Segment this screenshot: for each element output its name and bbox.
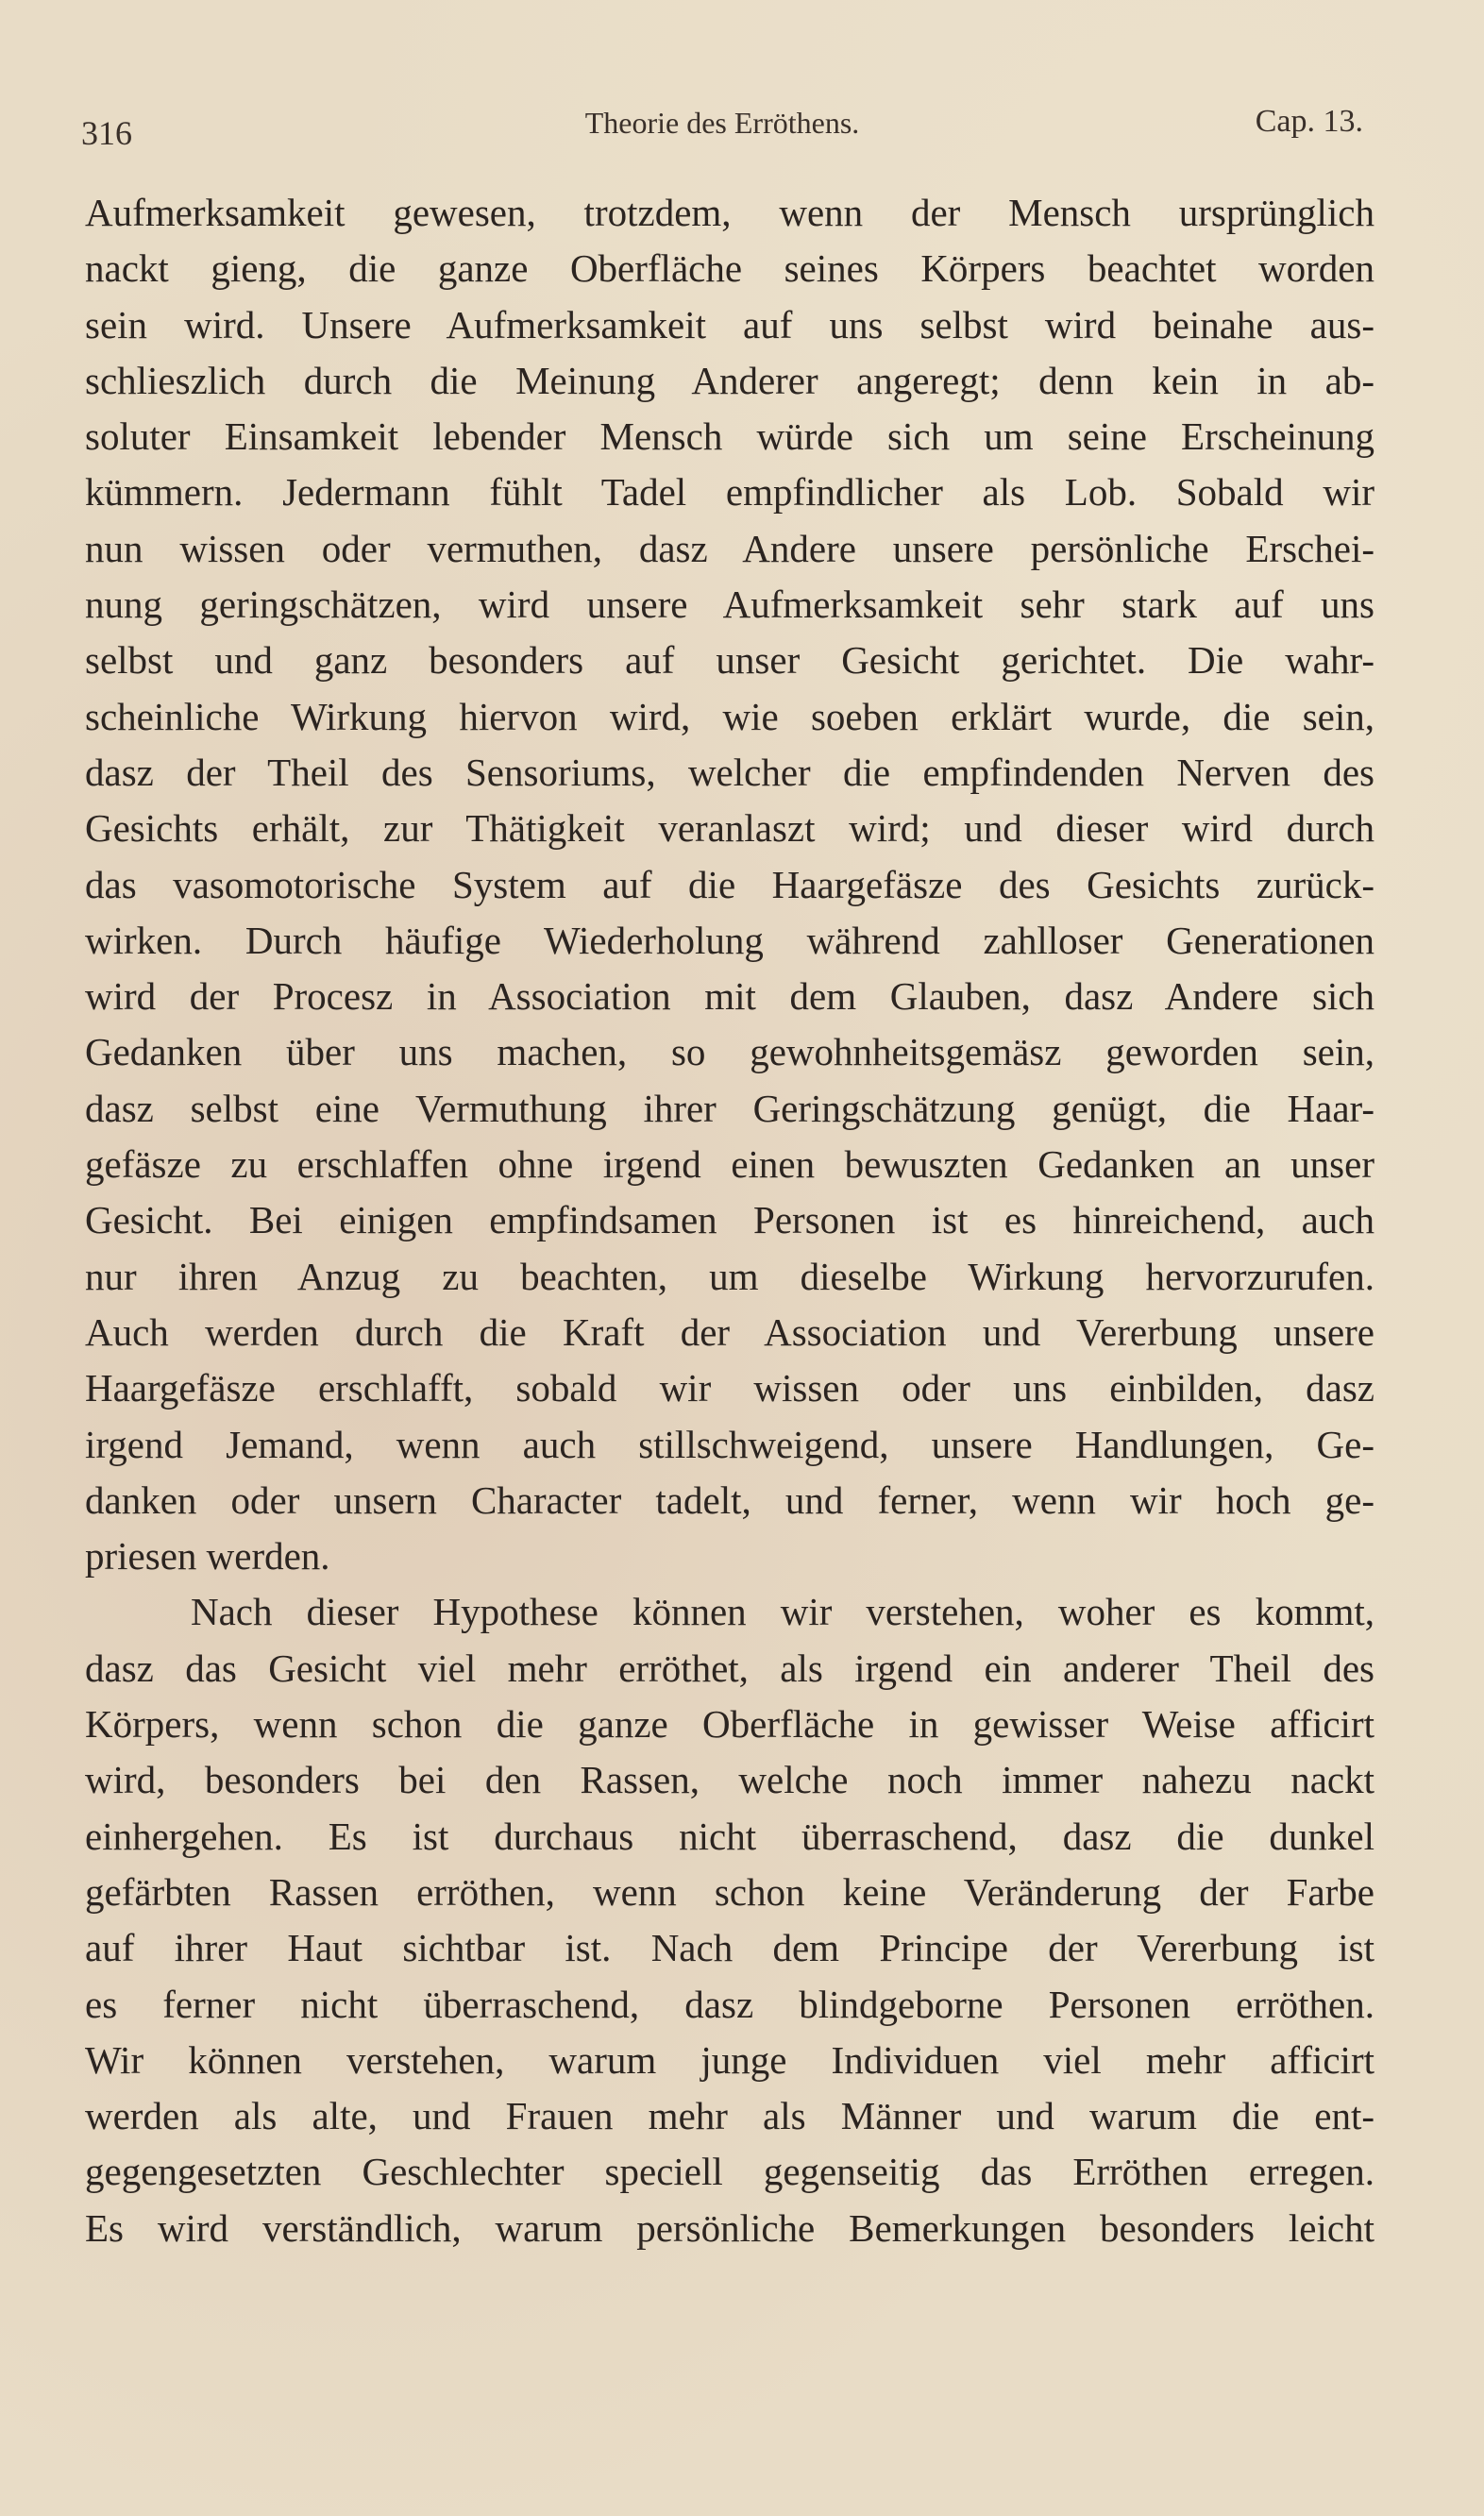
- text-line: kümmern. Jedermann fühlt Tadel empfindlicher als Lob. Sobald wir: [85, 470, 1374, 515]
- text-line: schlieszlich durch die Meinung Anderer angeregt; denn kein in ab-: [85, 358, 1374, 402]
- body-text: [85, 185, 1374, 2256]
- text-line: Körpers, wenn schon die ganze Oberfläche in gewisser Weise afficirt: [85, 1702, 1374, 1747]
- paragraph-2: [85, 1584, 1374, 2256]
- text-line: Haargefäsze erschlafft, sobald wir wissen oder uns einbilden, dasz: [85, 1366, 1374, 1410]
- text-line: Nach dieser Hypothese können wir verstehen, woher es kommt,: [191, 1590, 1374, 1634]
- text-line: wird der Procesz in Association mit dem Glauben, dasz Andere sich: [85, 974, 1374, 1019]
- text-line: irgend Jemand, wenn auch stillschweigend, unsere Handlungen, Ge-: [85, 1422, 1374, 1466]
- text-line: Aufmerksamkeit gewesen, trotzdem, wenn der Mensch ursprünglich: [85, 191, 1374, 234]
- text-line: sein wird. Unsere Aufmerksamkeit auf uns selbst wird beinahe aus-: [85, 302, 1374, 346]
- text-line: priesen werden.: [85, 1534, 330, 1579]
- text-line: gefäsze zu erschlaffen ohne irgend einen bewuszten Gedanken an unser: [85, 1142, 1374, 1187]
- text-line: scheinliche Wirkung hiervon wird, wie soeben erklärt wurde, die sein,: [85, 694, 1374, 738]
- text-line: wird, besonders bei den Rassen, welche noch immer nahezu nackt: [85, 1758, 1374, 1802]
- page-number: 316: [81, 114, 132, 152]
- text-line: nackt gieng, die ganze Oberfläche seines Körpers beachtet worden: [85, 246, 1374, 291]
- text-line: das vasomotorische System auf die Haargefäsze des Gesichts zurück-: [85, 862, 1374, 906]
- text-line: nung geringschätzen, wird unsere Aufmerksamkeit sehr stark auf uns: [85, 583, 1374, 627]
- chapter-label: Cap. 13.: [1255, 104, 1363, 139]
- text-line: werden als alte, und Frauen mehr als Männer und warum die ent-: [85, 2094, 1374, 2138]
- text-line: dasz der Theil des Sensoriums, welcher die empfindenden Nerven des: [85, 750, 1374, 794]
- text-line: auf ihrer Haut sichtbar ist. Nach dem Principe der Vererbung ist: [85, 1926, 1374, 1970]
- text-line: es ferner nicht überraschend, dasz blindgeborne Personen erröthen.: [85, 1982, 1374, 2026]
- text-line: soluter Einsamkeit lebender Mensch würde sich um seine Erscheinung: [85, 414, 1374, 459]
- text-line: gegengesetzten Geschlechter speciell gegenseitig das Erröthen erregen.: [85, 2150, 1374, 2194]
- text-line: Gedanken über uns machen, so gewohnheitsgemäsz geworden sein,: [85, 1030, 1374, 1074]
- text-line: Gesichts erhält, zur Thätigkeit veranlaszt wird; und dieser wird durch: [85, 806, 1374, 851]
- text-line: nur ihren Anzug zu beachten, um dieselbe Wirkung hervorzurufen.: [85, 1254, 1374, 1298]
- text-line: einhergehen. Es ist durchaus nicht überraschend, dasz die dunkel: [85, 1814, 1374, 1858]
- paragraph-1: [85, 185, 1374, 1584]
- text-line: selbst und ganz besonders auf unser Gesicht gerichtet. Die wahr-: [85, 638, 1374, 683]
- running-title: Theorie des Erröthens.: [584, 106, 860, 140]
- text-line: Wir können verstehen, warum junge Individuen viel mehr afficirt: [85, 2037, 1374, 2082]
- text-line: danken oder unsern Character tadelt, und ferner, wenn wir hoch ge-: [85, 1478, 1374, 1522]
- text-line: gefärbten Rassen erröthen, wenn schon keine Veränderung der Farbe: [85, 1869, 1374, 1914]
- text-line: nun wissen oder vermuthen, dasz Andere unsere persönliche Erschei-: [85, 526, 1374, 570]
- text-line: dasz das Gesicht viel mehr erröthet, als irgend ein anderer Theil des: [85, 1646, 1374, 1690]
- running-head: [81, 98, 1363, 155]
- text-line: Es wird verständlich, warum persönliche Bemerkungen besonders leicht: [85, 2205, 1374, 2250]
- text-line: dasz selbst eine Vermuthung ihrer Geringschätzung genügt, die Haar-: [85, 1086, 1374, 1130]
- text-line: Auch werden durch die Kraft der Association und Vererbung unsere: [85, 1309, 1374, 1354]
- text-line: wirken. Durch häufige Wiederholung während zahlloser Generationen: [85, 918, 1374, 962]
- text-line: Gesicht. Bei einigen empfindsamen Personen ist es hinreichend, auch: [85, 1198, 1374, 1242]
